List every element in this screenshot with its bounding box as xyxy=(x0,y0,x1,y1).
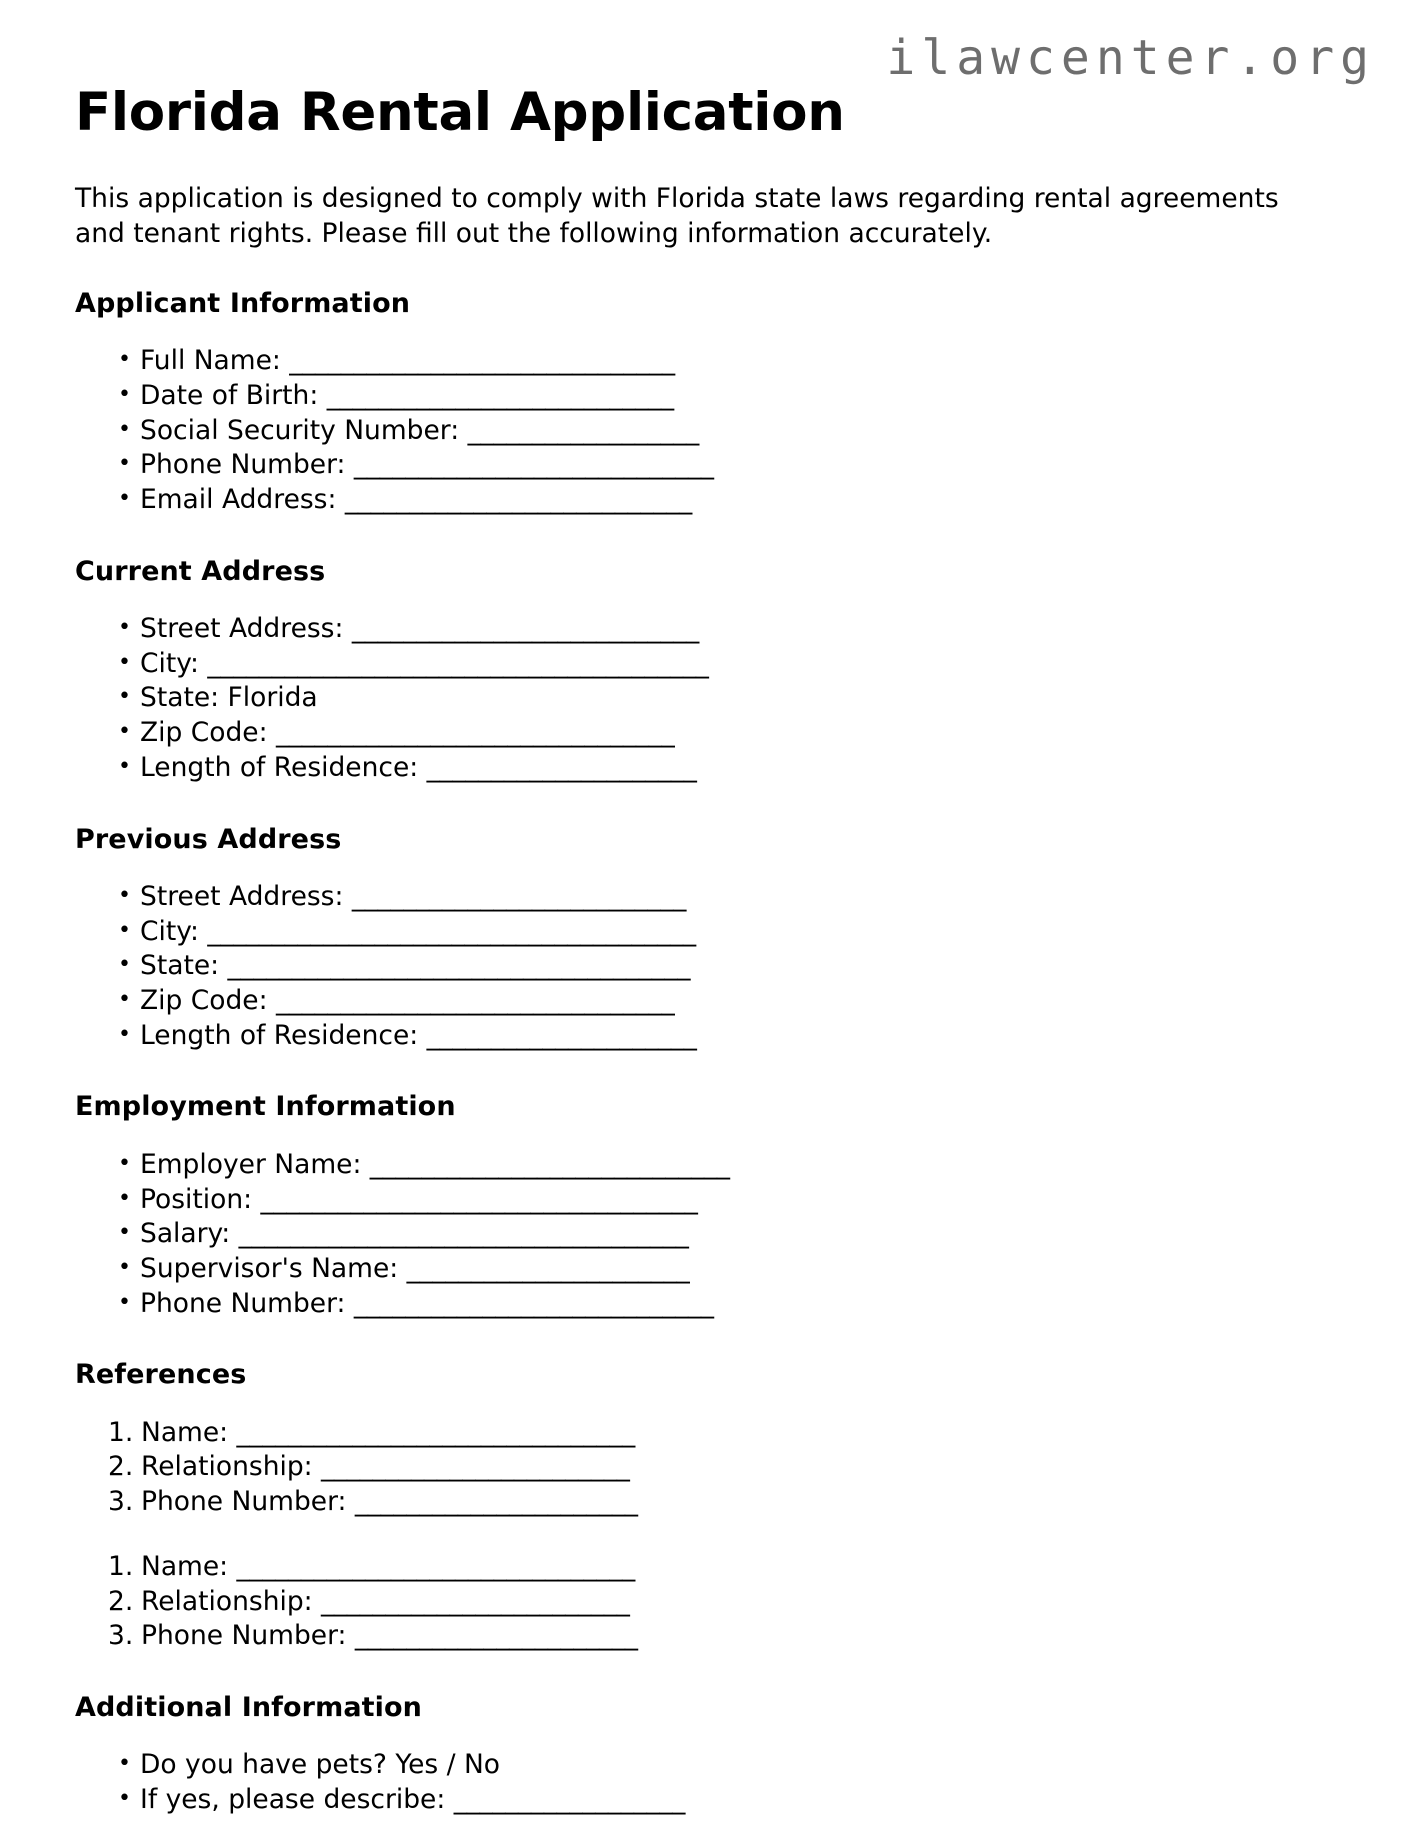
field-supervisor-phone-number xyxy=(75,1287,1320,1322)
field-label: Street Address: xyxy=(140,880,352,912)
section-heading-employment-information: Employment Information xyxy=(75,1091,456,1123)
field-previous-zip-code xyxy=(75,984,1320,1019)
section-heading-additional-information: Additional Information xyxy=(75,1691,422,1723)
field-label: Zip Code: xyxy=(140,985,276,1017)
field-label: Do you have pets? Yes / No xyxy=(140,1749,501,1781)
field-current-street-address xyxy=(75,612,1320,647)
field-blank-line[interactable]: __________________ xyxy=(467,414,699,446)
field-date-of-birth xyxy=(75,379,1320,414)
list-marker: 3. xyxy=(108,1486,134,1518)
field-current-length-of-residence xyxy=(75,751,1320,786)
field-blank-line[interactable]: __________________________________ xyxy=(260,1183,698,1215)
field-social-security-number xyxy=(75,414,1320,449)
field-phone-number xyxy=(75,448,1320,483)
previous-address-field-list xyxy=(75,880,1320,1054)
field-blank-line[interactable]: ______________________ xyxy=(354,1620,638,1652)
field-blank-line[interactable]: __________________________ xyxy=(351,880,686,912)
field-label: Relationship: xyxy=(141,1585,322,1617)
field-label: State: xyxy=(140,950,228,982)
field-label: Phone Number: xyxy=(140,449,354,481)
field-blank-line[interactable]: _______________________________ xyxy=(236,1416,635,1448)
field-reference-one-phone-number xyxy=(75,1485,1320,1520)
field-label: Relationship: xyxy=(141,1451,322,1483)
field-blank-line[interactable]: ________________________ xyxy=(321,1451,630,1483)
section-heading-applicant-information: Applicant Information xyxy=(75,287,411,319)
list-marker: 1. xyxy=(108,1416,134,1448)
field-label: Name: xyxy=(141,1416,237,1448)
field-current-zip-code xyxy=(75,716,1320,751)
field-blank-line[interactable]: _______________________________ xyxy=(236,1550,635,1582)
section-employment-information xyxy=(75,1091,1320,1321)
employment-field-list xyxy=(75,1148,1320,1322)
field-label: Position: xyxy=(140,1183,261,1215)
field-label: Phone Number: xyxy=(140,1287,354,1319)
field-label: Name: xyxy=(141,1550,237,1582)
field-supervisor-name xyxy=(75,1252,1320,1287)
field-label: Phone Number: xyxy=(141,1620,355,1652)
field-blank-line[interactable]: _____________________ xyxy=(426,751,697,783)
page-title: Florida Rental Application xyxy=(75,82,845,143)
field-blank-line[interactable]: ___________________________ xyxy=(344,483,692,515)
field-blank-line[interactable]: ____________________________________ xyxy=(227,950,691,982)
field-previous-state xyxy=(75,949,1320,984)
field-position xyxy=(75,1183,1320,1218)
field-label: Full Name: xyxy=(140,345,290,377)
section-additional-information xyxy=(75,1692,1320,1818)
field-reference-one-relationship xyxy=(75,1450,1320,1485)
field-previous-street-address xyxy=(75,880,1320,915)
field-blank-line[interactable]: _______________________________ xyxy=(275,717,675,749)
field-blank-line[interactable]: _______________________________ xyxy=(275,985,675,1017)
list-marker: 3. xyxy=(108,1620,134,1652)
field-previous-city xyxy=(75,915,1320,950)
field-label: City: xyxy=(140,647,208,679)
field-label: Supervisor's Name: xyxy=(140,1252,407,1284)
section-references xyxy=(75,1359,1320,1654)
field-reference-one-name xyxy=(75,1416,1320,1451)
field-blank-line[interactable]: ___________________________________ xyxy=(238,1218,689,1250)
field-blank-line[interactable]: ______________________ xyxy=(406,1252,690,1284)
field-label: Employer Name: xyxy=(140,1148,370,1180)
applicant-field-list xyxy=(75,344,1320,518)
field-full-name xyxy=(75,344,1320,379)
field-label: Email Address: xyxy=(140,483,345,515)
field-reference-two-name xyxy=(75,1550,1320,1585)
field-blank-line[interactable]: ____________________________ xyxy=(369,1148,730,1180)
field-label: Length of Residence: xyxy=(140,1019,427,1051)
field-reference-two-relationship xyxy=(75,1585,1320,1620)
field-blank-line[interactable]: _____________________ xyxy=(426,1019,697,1051)
section-previous-address xyxy=(75,824,1320,1054)
field-email-address xyxy=(75,483,1320,518)
field-current-city xyxy=(75,647,1320,682)
field-label: Date of Birth: xyxy=(140,379,327,411)
section-heading-previous-address: Previous Address xyxy=(75,823,342,855)
additional-field-list xyxy=(75,1748,1320,1817)
section-current-address xyxy=(75,556,1320,786)
field-previous-length-of-residence xyxy=(75,1019,1320,1054)
field-label: Phone Number: xyxy=(141,1486,355,1518)
field-blank-line[interactable]: ________________________ xyxy=(321,1585,630,1617)
document-content xyxy=(75,84,1320,1818)
field-blank-line[interactable]: __________________ xyxy=(453,1784,686,1816)
field-label: Social Security Number: xyxy=(140,414,468,446)
list-marker: 2. xyxy=(108,1585,134,1617)
current-address-field-list xyxy=(75,612,1320,786)
field-blank-line[interactable]: ___________________________ xyxy=(326,379,674,411)
field-label: State: Florida xyxy=(140,682,318,714)
field-blank-line[interactable]: ____________________________ xyxy=(353,449,714,481)
field-blank-line[interactable]: ______________________________________ xyxy=(207,915,696,947)
field-reference-two-phone-number xyxy=(75,1619,1320,1654)
field-label: If yes, please describe: xyxy=(140,1784,454,1816)
field-salary xyxy=(75,1217,1320,1252)
field-label: Street Address: xyxy=(140,613,352,644)
field-blank-line[interactable]: ___________________________ xyxy=(351,613,699,644)
site-watermark: ilawcenter.org xyxy=(886,30,1375,86)
section-applicant-information xyxy=(75,288,1320,518)
field-label: Salary: xyxy=(140,1218,239,1250)
field-pets-describe xyxy=(75,1783,1320,1818)
field-blank-line[interactable]: ____________________________ xyxy=(353,1287,714,1319)
field-employer-name xyxy=(75,1148,1320,1183)
reference-one-field-list xyxy=(75,1416,1320,1520)
section-heading-references: References xyxy=(75,1359,247,1391)
field-has-pets xyxy=(75,1748,1320,1783)
section-heading-current-address: Current Address xyxy=(75,555,326,587)
field-blank-line[interactable]: ______________________ xyxy=(354,1486,638,1518)
field-current-state xyxy=(75,681,1320,716)
field-label: Length of Residence: xyxy=(140,751,427,783)
field-label: City: xyxy=(140,915,208,947)
intro-paragraph: This application is designed to comply with Florida state laws regarding rental agreements and tenant rights. Please fill out the following information accurately. xyxy=(75,183,1279,250)
field-label: Zip Code: xyxy=(140,717,276,749)
field-blank-line[interactable]: _______________________________________ xyxy=(207,647,709,679)
list-marker: 1. xyxy=(108,1550,134,1582)
reference-two-field-list xyxy=(75,1550,1320,1654)
list-marker: 2. xyxy=(108,1451,134,1483)
field-blank-line[interactable]: ______________________________ xyxy=(289,345,675,377)
